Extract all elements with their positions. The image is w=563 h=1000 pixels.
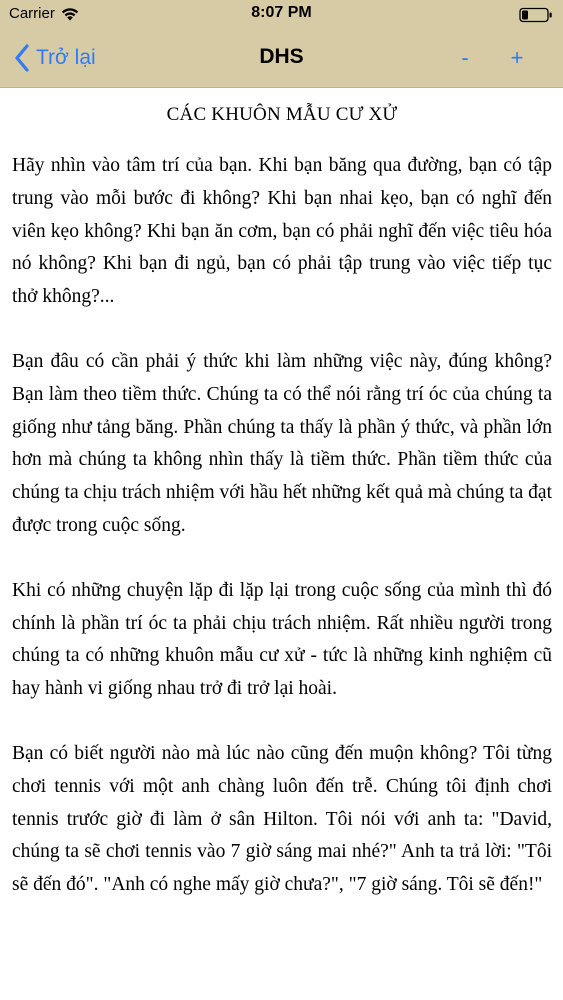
article-paragraph: Bạn có biết người nào mà lúc nào cũng đến muộn không? Tôi từng chơi tennis với một anh chàng luôn đến trễ. Chúng tôi định chơi tennis trước giờ đi làm ở sân Hilton. Tôi nói với anh ta: "David, chúng ta sẽ chơi tennis vào 7 giờ sáng mai nhé?" Anh ta trả lời: "Tôi sẽ đến đó". "Anh có nghe mấy giờ chưa?", "7 giờ sáng. Tôi sẽ đến!" xyxy=(12,742,552,896)
top-bar xyxy=(0,0,563,88)
page-title: DHS xyxy=(259,45,304,68)
article-title: CÁC KHUÔN MẪU CƯ XỬ xyxy=(166,104,398,125)
back-button-label: Trở lại xyxy=(36,46,96,69)
navigation-bar xyxy=(0,30,563,88)
status-time: 8:07 PM xyxy=(251,4,312,21)
article-content xyxy=(12,100,552,934)
article-paragraph: Bạn đâu có cần phải ý thức khi làm những việc này, đúng không? Bạn làm theo tiềm thức. Chúng ta có thể nói rằng trí óc của chúng ta giống như tảng băng. Phần chúng ta thấy là phần ý thức, và phần lớn hơn mà chúng ta không nhìn thấy là tiềm thức. Phần tiềm thức của chúng ta chịu trách nhiệm với hầu hết những kết quả mà chúng ta đạt được trong cuộc sống. xyxy=(12,350,552,536)
decrease-font-button[interactable]: - xyxy=(461,45,469,70)
increase-font-button[interactable]: + xyxy=(510,45,524,70)
article-paragraph: Khi có những chuyện lặp đi lặp lại trong cuộc sống của mình thì đó chính là phần trí óc ta phải chịu trách nhiệm. Rất nhiều người trong chúng ta có những khuôn mẫu cư xử - tức là những kinh nghiệm cũ hay hành vi giống nhau trở đi trở lại hoài. xyxy=(12,579,552,700)
status-bar xyxy=(0,0,563,30)
article-paragraph: Hãy nhìn vào tâm trí của bạn. Khi bạn băng qua đường, bạn có tập trung vào mỗi bước đi không? Khi bạn nhai kẹo, bạn có nghĩ đến viên kẹo không? Khi bạn ăn cơm, bạn có phải nghĩ đến việc tiêu hóa nó không? Khi bạn đi ngủ, bạn có phải tập trung vào việc tiếp tục thở không?... xyxy=(12,155,552,308)
battery-icon xyxy=(519,7,553,23)
carrier-label: Carrier xyxy=(9,5,55,22)
